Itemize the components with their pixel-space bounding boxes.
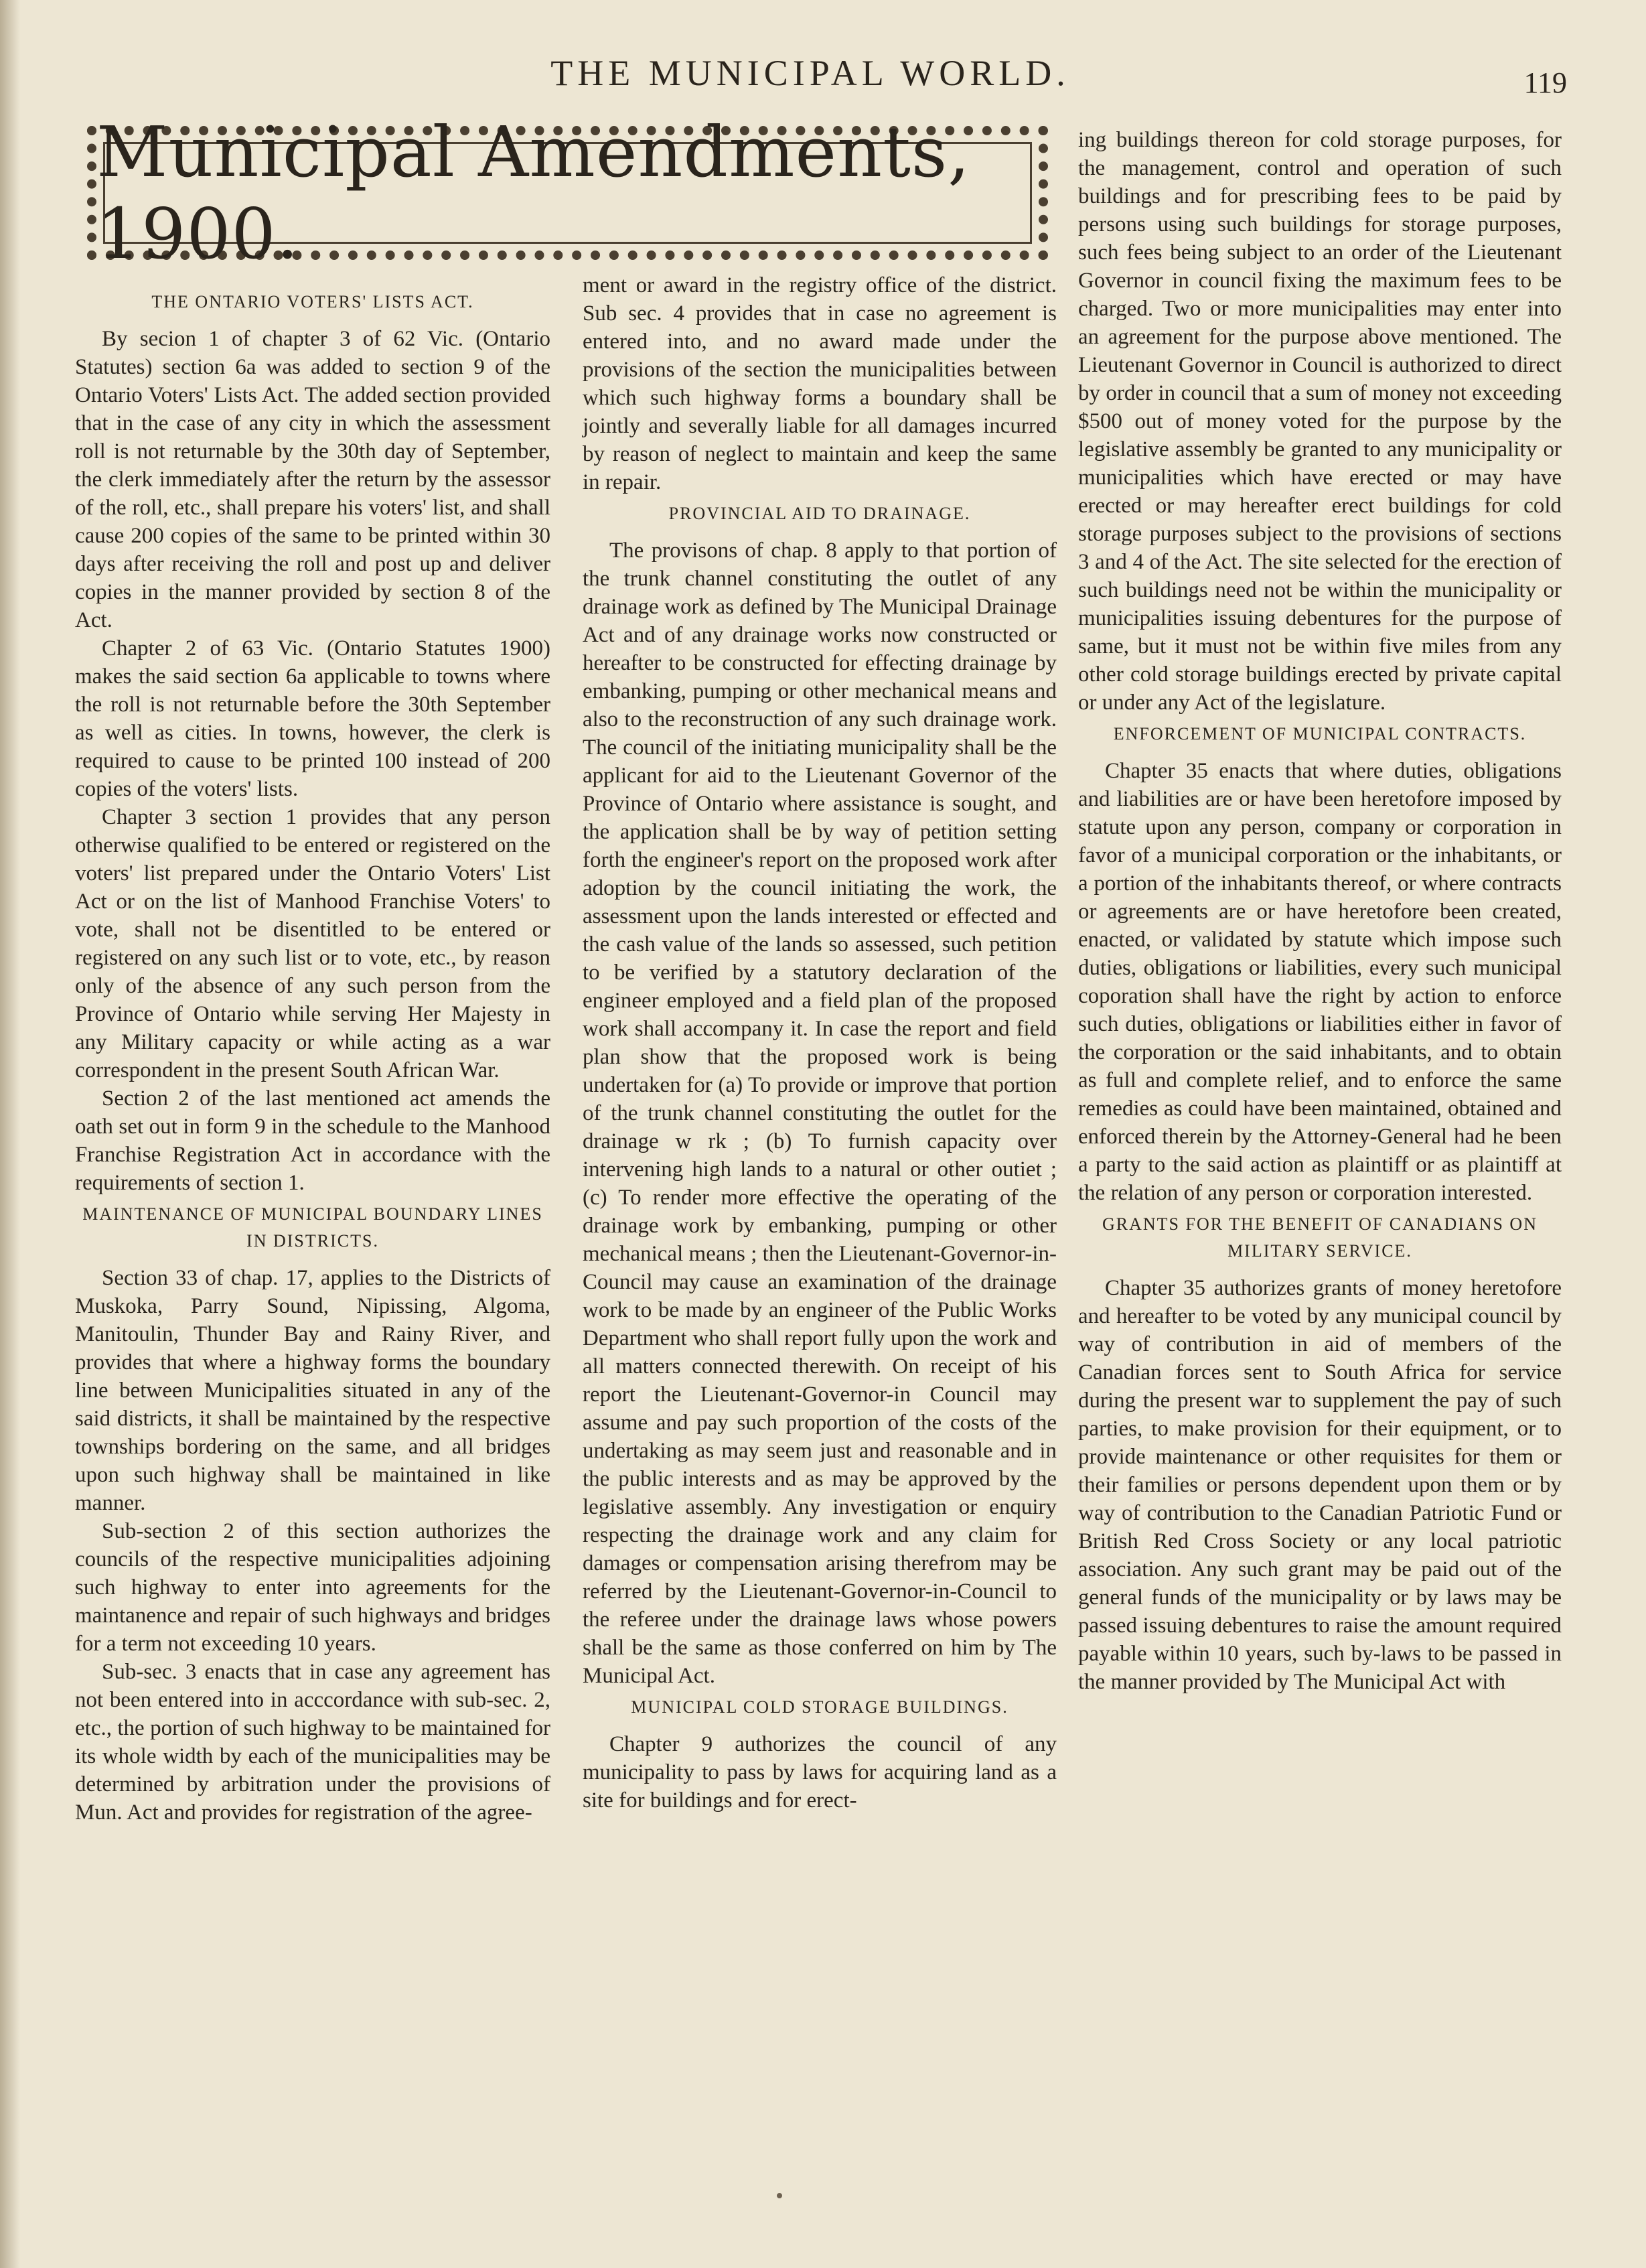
paragraph: ment or award in the registry office of the district. Sub sec. 4 provides that in case no agreement is entered into, and no award made under the provisions of the section the municipalities between which such highway forms a boundary shall be jointly and severally liable for all damages incurred by reason of neglect to maintain and keep the same in repair. bbox=[583, 273, 1057, 494]
paragraph: Sub-sec. 3 enacts that in case any agreement has not been entered into in acccordance with sub-sec. 2, etc., the portion of such highway to be maintained for its whole width by each of the municipalities may be determined by arbitration under the provisions of Mun. Act and provides for registration of the agree- bbox=[75, 1660, 550, 1825]
section-heading-cold-storage: MUNICIPAL COLD STORAGE BUILDINGS. bbox=[631, 1697, 1008, 1717]
running-head: THE MUNICIPAL WORLD. bbox=[550, 53, 1070, 93]
paragraph: Section 33 of chap. 17, applies to the Districts of Muskoka, Parry Sound, Nipissing, Algoma, Manitoulin, Thunder Bay and Rainy River, and provides that where a highway forms the boundary line between Municipalities situated in any of the said districts, it shall be maintained by the respective townships bordering on the same, and all bridges upon such highway shall be maintained in like manner. bbox=[75, 1266, 550, 1515]
text-column-3 bbox=[1078, 126, 1562, 1696]
paragraph: Section 2 of the last mentioned act amends the oath set out in form 9 in the schedule to the Manhood Franchise Registration Act in accordance with the requirements of section 1. bbox=[75, 1086, 550, 1195]
article-title: Municipal Amendments, 1900. bbox=[96, 111, 971, 275]
ink-speck bbox=[777, 2193, 782, 2198]
paragraph: ing buildings thereon for cold storage purposes, for the management, control and operation of such buildings and for prescribing fees to be paid by persons using such buildings for storage purposes, such fees being subject to an order of the Lieutenant Governor in council fixing the maximum fees to be charged. Two or more municipalities may enter into an agreement for the purpose above mentioned. The Lieutenant Governor in Council is authorized to direct by order in council that a sum of money not exceeding $500 out of money voted for the purpose by the legislative assembly be granted to any municipality or municipalities which have erected or may have erected or may hereafter erect buildings for cold storage purposes subject to the provisions of sections 3 and 4 of the Act. The site selected for the erection of such buildings need not be within the municipality or municipalities issuing debentures for the purpose of same, but it must not be within five miles from any other cold storage buildings erected by private capital or under any Act of the legislature. bbox=[1078, 128, 1562, 715]
paragraph: Chapter 9 authorizes the council of any municipality to pass by laws for acquiring land as a site for buildings and for erect- bbox=[583, 1732, 1057, 1813]
text-column-1 bbox=[75, 285, 550, 1827]
paragraph: Chapter 2 of 63 Vic. (Ontario Statutes 1900) makes the said section 6a applicable to towns where the roll is not returnable before the 30th September as well as cities. In towns, however, the clerk is required to cause to be printed 100 instead of 200 copies of the voters' lists. bbox=[75, 636, 550, 801]
text-column-2 bbox=[583, 271, 1057, 1815]
paragraph: Chapter 3 section 1 provides that any person otherwise qualified to be entered or registered on the voters' list prepared under the Ontario Voters' List Act or on the list of Manhood Franchise Voters' to vote, shall not be disentitled to be entered or registered on any such list or to vote, etc., by reason only of the absence of any such person from the Province of Ontario while serving Her Majesty in any Military capacity or while acting as a war correspondent in the present South African War. bbox=[75, 805, 550, 1082]
section-heading-drainage: PROVINCIAL AID TO DRAINAGE. bbox=[668, 504, 971, 523]
section-heading-voters-lists: THE ONTARIO VOTERS' LISTS ACT. bbox=[151, 292, 474, 311]
paragraph: The provisons of chap. 8 apply to that portion of the trunk channel constituting the outlet of any drainage work as defined by The Municipal Drainage Act and of any drainage works now constructed or hereafter to be constructed for effecting drainage by embanking, pumping or other mechanical means and also to the reconstruction of any such drainage work. The council of the initiating municipality shall be the applicant for aid to the Lieutenant Governor of the Province of Ontario where assistance is sought, and the application shall be by way of petition setting forth the engineer's report on the proposed work after adoption by the council initiating the work, the assessment upon the lands interested or effected and the cash value of the lands so assessed, such petition to be verified by a statutory declaration of the engineer employed and a field plan of the proposed work shall accompany it. In case the report and field plan show that the proposed work is being undertaken for (a) To provide or improve that portion of the trunk channel constituting the outlet for the drainage w rk ; (b) To furnish capacity over intervening high lands to a natural or other outiet ; (c) To render more effective the operating of the drainage work by embanking, pumping or other mechanical means ; then the Lieutenant-Governor-in-Council may cause an examination of the drainage work to be made by an engineer of the Public Works Department who shall report fully upon the work and all matters connected therewith. On receipt of his report the Lieutenant-Governor-in Council may assume and pay such proportion of the costs of the undertaking as may seem just and reasonable and in the public interests and as may be approved by the legislative assembly. Any investigation or enquiry respecting the drainage work and any claim for damages or compensation arising therefrom may be referred by the Lieutenant-Governor-in-Council to the referee under the drainage laws whose powers shall be the same as those conferred on him by The Municipal Act. bbox=[583, 539, 1057, 1688]
paragraph: Chapter 35 enacts that where duties, obligations and liabilities are or have been heretofore imposed by statute upon any person, company or corporation in favor of a municipal corporation or the inhabitants, or a portion of the inhabitants thereof, or where contracts or agreements are or have heretofore been created, enacted, or validated by statute which impose such duties, obligations or liabilities, every such municipal coporation shall have the right by action to enforce such duties, obligations or liabilities either in favor of the corporation or the said inhabitants, and to obtain as full and complete relief, and to enforce the same remedies as could have been maintained, obtained and enforced therein by the Attorney-General had he been a party to the said action as plaintiff or as plaintiff at the relation of any person or corporation interested. bbox=[1078, 759, 1562, 1205]
section-heading-military-grants: GRANTS FOR THE BENEFIT OF CANADIANS ON MILITARY SERVICE. bbox=[1102, 1214, 1538, 1261]
paragraph: Chapter 35 authorizes grants of money heretofore and hereafter to be voted by any municipal council by way of contribution in aid of members of the Canadian forces sent to South Africa for service during the present war to supplement the pay of such parties, to make provision for their equipment, or to provide maintenance or other requisites for them or their families or persons dependent upon them or by way of contribution to the Canadian Patriotic Fund or British Red Cross Society or any local patriotic association. Any such grant may be paid out of the general funds of the municipality or by laws may be passed issuing debentures to raise the amount required payable within 10 years, such by-laws to be passed in the manner provided by The Municipal Act with bbox=[1078, 1276, 1562, 1694]
page-number: 119 bbox=[1523, 66, 1567, 99]
page-gutter-shadow bbox=[0, 0, 20, 2268]
section-heading-contracts: ENFORCEMENT OF MUNICIPAL CONTRACTS. bbox=[1113, 724, 1527, 743]
paragraph: By secion 1 of chapter 3 of 62 Vic. (Ontario Statutes) section 6a was added to section 9 of the Ontario Voters' Lists Act. The added section provided that in the case of any city in which the assessment roll is not returnable by the 30th day of September, the clerk immediately after the return by the assessor of the roll, etc., shall prepare his voters' list, and shall cause 200 copies of the same to be printed within 30 days after receiving the roll and post up and deliver copies in the manner provided by section 8 of the Act. bbox=[75, 327, 550, 632]
title-border-frame bbox=[87, 111, 1048, 275]
paragraph: Sub-section 2 of this section authorizes the councils of the respective municipalities adjoining such highway to enter into agreements for the maintanence and repair of such highways and bridges for a term not exceeding 10 years. bbox=[75, 1519, 550, 1656]
section-heading-boundary-lines: MAINTENANCE OF MUNICIPAL BOUNDARY LINES IN DISTRICTS. bbox=[82, 1204, 543, 1251]
